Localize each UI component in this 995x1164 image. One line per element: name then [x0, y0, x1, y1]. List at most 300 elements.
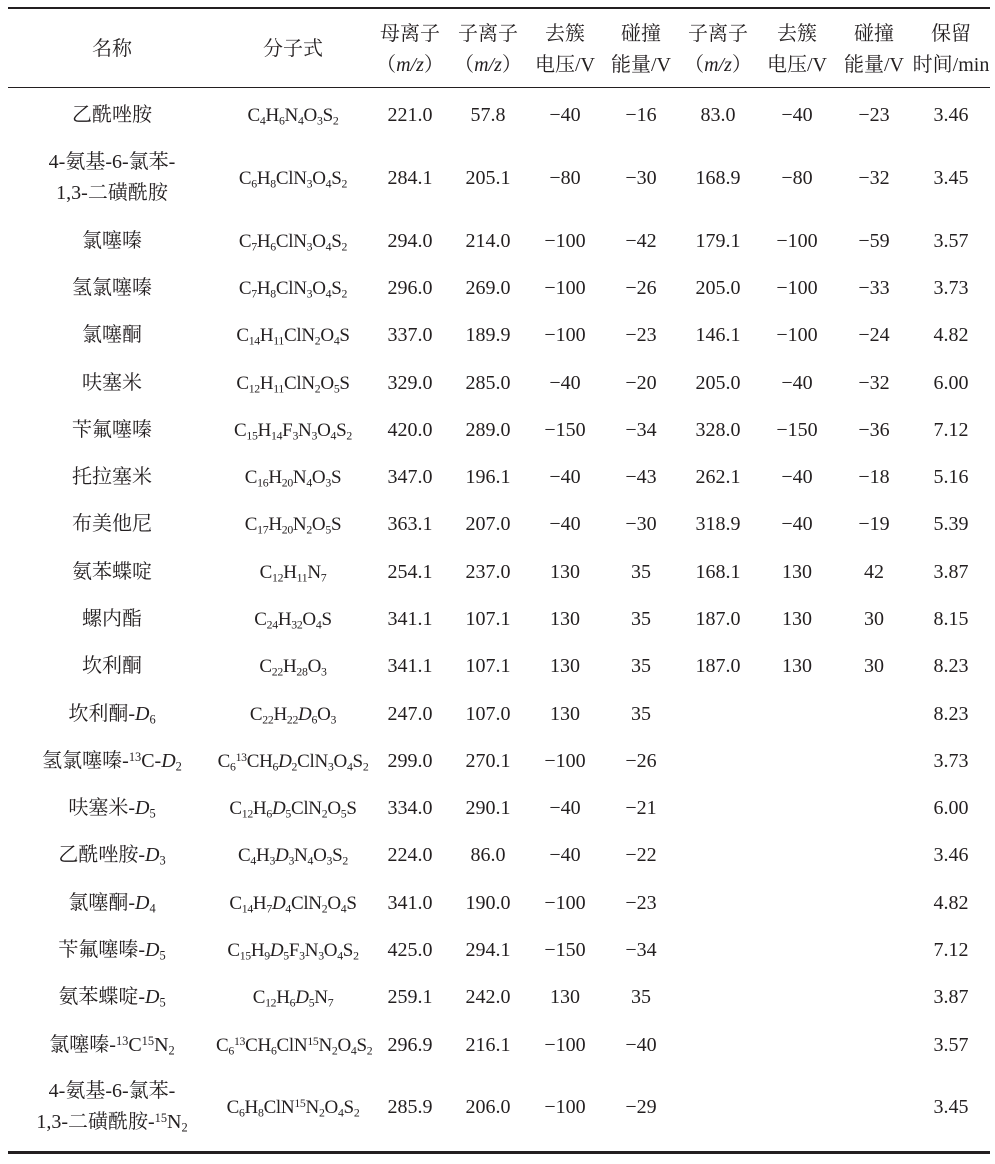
declustering-potential-2-cell	[758, 1069, 836, 1152]
text-segment: H	[268, 467, 282, 489]
text-segment: S	[331, 167, 342, 189]
column-header-formula	[216, 8, 370, 87]
text-segment: S	[339, 325, 350, 347]
name-cell	[8, 832, 216, 879]
subscript: 8	[257, 1106, 264, 1120]
formula-cell	[216, 785, 370, 832]
precursor-ion-cell: 296.0	[387, 276, 433, 299]
subscript: 9	[264, 949, 270, 963]
precursor-ion-cell: 294.0	[387, 229, 433, 252]
text-segment: H	[265, 104, 279, 126]
text-segment: C	[259, 561, 273, 583]
subscript: 7	[327, 996, 334, 1010]
subscript: 3	[318, 949, 324, 963]
name-cell	[8, 359, 216, 406]
precursor-ion-cell: 224.0	[387, 844, 433, 867]
collision-energy-1-cell: −40	[625, 1033, 657, 1056]
text-segment: N	[314, 987, 328, 1009]
retention-time-cell: 6.00	[933, 371, 969, 394]
collision-energy-2-cell	[836, 785, 912, 832]
text-segment: 去簇 电压/V	[767, 22, 827, 76]
name-cell	[8, 1022, 216, 1069]
product-ion-1-cell: 269.0	[465, 276, 511, 299]
subscript: 6	[251, 176, 257, 190]
precursor-ion-cell: 337.0	[387, 324, 433, 347]
subscript: 8	[270, 287, 276, 301]
subscript: 4	[149, 901, 156, 916]
text-segment: 苄氟噻嗪	[72, 418, 152, 441]
subscript: 11	[273, 381, 285, 395]
collision-energy-2-cell	[836, 690, 912, 737]
text-segment: 4-氨基-6-氯苯- 1,3-二磺酰胺-	[36, 1080, 176, 1134]
retention-time-cell: 8.15	[933, 608, 969, 630]
table-row	[8, 549, 990, 596]
formula-cell	[216, 312, 370, 359]
subscript: 12	[248, 381, 260, 395]
text-segment: C	[238, 167, 252, 189]
table-header	[8, 8, 990, 87]
text-segment: ClN	[290, 798, 322, 820]
collision-energy-1-cell: 35	[631, 702, 651, 725]
name-cell	[8, 407, 216, 454]
subscript: 2	[331, 1043, 338, 1057]
text-segment: 子离子 （	[684, 22, 748, 76]
declustering-potential-1-cell: −80	[549, 166, 581, 189]
name-cell	[8, 1069, 216, 1152]
subscript: 2	[175, 759, 182, 774]
product-ion-2-cell: 146.1	[695, 324, 741, 347]
product-ion-1-cell: 214.0	[465, 229, 511, 252]
subscript: 32	[291, 618, 303, 632]
superscript: 13	[115, 1033, 129, 1048]
subscript: 3	[306, 176, 313, 190]
subscript: 6	[270, 1043, 277, 1057]
name-cell	[8, 312, 216, 359]
formula-cell	[216, 927, 370, 974]
precursor-ion-cell: 299.0	[387, 749, 433, 772]
table-row	[8, 880, 990, 927]
italic-symbol: m/z	[704, 53, 732, 76]
text-segment: S	[343, 1096, 354, 1118]
collision-energy-1-cell: −23	[625, 891, 657, 914]
formula-cell	[216, 501, 370, 548]
text-segment: 氢氯噻嗪	[72, 276, 152, 299]
text-segment: 子离子 （	[454, 22, 518, 76]
declustering-potential-2-cell	[758, 832, 836, 879]
text-segment: ）	[731, 53, 752, 76]
name-cell	[8, 217, 216, 264]
text-segment: S	[352, 750, 363, 772]
superscript: 15	[307, 1034, 319, 1048]
retention-time-cell: 3.45	[933, 166, 969, 189]
text-segment: O	[302, 609, 316, 630]
collision-energy-1-cell: 35	[631, 655, 651, 678]
subscript: 3	[327, 760, 334, 774]
text-segment: S	[342, 940, 354, 962]
subscript: 15	[246, 429, 258, 443]
subscript: 7	[251, 287, 257, 301]
text-segment: N	[318, 1034, 332, 1056]
superscript: 15	[141, 1033, 155, 1048]
text-segment: H	[256, 277, 271, 299]
text-segment: 碰撞 能量/V	[611, 22, 671, 76]
text-segment: 坎利酮	[82, 655, 142, 678]
subscript: 4	[307, 854, 314, 868]
subscript: 17	[257, 523, 269, 537]
precursor-ion-cell: 341.1	[387, 655, 433, 678]
subscript: 2	[321, 807, 328, 821]
subscript: 6	[229, 760, 236, 774]
table-row	[8, 690, 990, 737]
text-segment: N	[292, 514, 307, 536]
declustering-potential-2-cell: 130	[782, 655, 812, 678]
retention-time-cell: 3.57	[933, 1033, 969, 1056]
declustering-potential-2-cell	[758, 974, 836, 1021]
table-body	[8, 87, 990, 1152]
subscript: 14	[271, 429, 283, 443]
retention-time-cell: 5.39	[933, 513, 969, 536]
collision-energy-1-cell: −21	[625, 797, 657, 820]
text-segment: ClN	[275, 277, 307, 299]
table-row	[8, 139, 990, 218]
subscript: 3	[311, 429, 318, 443]
subscript: 20	[281, 523, 293, 537]
text-segment: H	[276, 987, 290, 1009]
product-ion-2-cell: 187.0	[695, 655, 741, 678]
formula-cell	[216, 454, 370, 501]
text-segment: H	[252, 892, 267, 914]
text-segment: S	[330, 514, 342, 536]
text-segment: H	[256, 230, 271, 252]
text-segment: C	[254, 609, 267, 630]
retention-time-cell: 7.12	[933, 418, 969, 441]
table-row	[8, 974, 990, 1021]
product-ion-2-cell: 318.9	[695, 513, 741, 536]
collision-energy-2-cell: −33	[858, 276, 890, 299]
text-segment: H	[252, 798, 267, 820]
header-row	[8, 8, 990, 87]
text-segment: O	[324, 1096, 338, 1118]
collision-energy-2-cell: −32	[858, 166, 890, 189]
collision-energy-1-cell: 35	[631, 608, 651, 630]
text-segment: C	[249, 703, 263, 725]
subscript: 6	[289, 996, 296, 1010]
subscript: 3	[292, 429, 299, 443]
declustering-potential-1-cell: −100	[544, 229, 586, 252]
subscript: 4	[259, 114, 266, 128]
subscript: 14	[241, 902, 253, 916]
retention-time-cell: 3.73	[933, 276, 969, 299]
product-ion-2-cell: 205.0	[695, 276, 741, 299]
text-segment: S	[330, 467, 342, 489]
column-header-name	[8, 8, 216, 87]
column-header-product-ion-2	[678, 8, 758, 87]
text-segment: C	[216, 1034, 229, 1056]
subscript: 3	[288, 854, 295, 868]
subscript: 28	[296, 665, 308, 679]
table-row	[8, 785, 990, 832]
product-ion-1-cell: 107.1	[465, 655, 511, 678]
text-segment: S	[331, 277, 342, 299]
collision-energy-2-cell: −32	[858, 371, 890, 394]
text-segment: O	[303, 104, 317, 126]
subscript: 6	[228, 1043, 234, 1057]
declustering-potential-2-cell	[758, 738, 836, 785]
declustering-potential-1-cell: −100	[544, 276, 586, 299]
subscript: 2	[318, 1106, 325, 1120]
column-header-declustering-potential-1	[526, 8, 604, 87]
precursor-ion-cell: 284.1	[387, 166, 433, 189]
subscript: 2	[321, 902, 328, 916]
text-segment: H	[268, 514, 282, 536]
subscript: 2	[353, 949, 359, 963]
collision-energy-2-cell: −23	[858, 103, 890, 126]
precursor-ion-cell: 296.9	[387, 1033, 433, 1056]
subscript: 4	[315, 618, 322, 632]
subscript: 2	[342, 854, 348, 868]
collision-energy-1-cell: −23	[625, 324, 657, 347]
text-segment: N	[307, 561, 321, 583]
text-segment: 布美他尼	[72, 513, 152, 536]
retention-time-cell: 8.23	[933, 655, 969, 678]
precursor-ion-cell: 254.1	[387, 560, 433, 583]
formula-cell	[216, 217, 370, 264]
subscript: 4	[325, 239, 332, 253]
text-segment: O	[337, 1034, 351, 1056]
declustering-potential-1-cell: −40	[549, 797, 581, 820]
declustering-potential-1-cell: −40	[549, 103, 581, 126]
subscript: 6	[238, 1106, 245, 1120]
text-segment: 乙酰唑胺	[72, 103, 152, 126]
text-segment: 呋塞米-	[68, 797, 135, 820]
subscript: 2	[341, 287, 348, 301]
subscript: 2	[362, 760, 369, 774]
text-segment: ClN	[284, 325, 315, 347]
product-ion-2-cell: 168.9	[695, 166, 741, 189]
italic-symbol: D	[278, 750, 292, 772]
text-segment: C	[236, 372, 249, 394]
text-segment: ClN	[276, 1034, 308, 1056]
name-cell	[8, 501, 216, 548]
subscript: 6	[278, 114, 285, 128]
text-segment: H	[256, 845, 270, 867]
text-segment: S	[339, 372, 350, 394]
text-segment: ClN	[275, 230, 307, 252]
name-cell	[8, 927, 216, 974]
collision-energy-2-cell: 30	[864, 608, 884, 630]
superscript: 13	[235, 751, 247, 765]
subscript: 3	[269, 854, 276, 868]
collision-energy-1-cell: −30	[625, 166, 657, 189]
column-header-collision-energy-1	[604, 8, 678, 87]
subscript: 4	[325, 287, 332, 301]
formula-cell	[216, 549, 370, 596]
precursor-ion-cell: 285.9	[387, 1095, 433, 1118]
precursor-ion-cell: 341.1	[387, 608, 433, 630]
subscript: 7	[251, 239, 257, 253]
text-segment: H	[273, 703, 287, 725]
product-ion-2-cell: 187.0	[695, 608, 741, 630]
table-row	[8, 359, 990, 406]
text-segment: N	[298, 419, 312, 441]
formula-cell	[216, 265, 370, 312]
text-segment: H	[283, 561, 297, 583]
table-row	[8, 738, 990, 785]
table-row	[8, 1069, 990, 1152]
subscript: 22	[271, 665, 283, 679]
name-cell	[8, 596, 216, 643]
text-segment: O	[323, 940, 338, 962]
declustering-potential-2-cell	[758, 785, 836, 832]
subscript: 7	[320, 571, 327, 584]
product-ion-1-cell: 294.1	[465, 939, 511, 962]
collision-energy-1-cell: −22	[625, 844, 657, 867]
text-segment: N	[154, 1033, 169, 1056]
table-row	[8, 501, 990, 548]
subscript: 4	[333, 334, 340, 348]
italic-symbol: D	[271, 892, 286, 914]
subscript: 3	[320, 665, 327, 679]
text-segment: C	[244, 514, 258, 536]
text-segment: 母离子 （	[376, 22, 440, 76]
collision-energy-1-cell: −34	[625, 418, 657, 441]
subscript: 5	[159, 948, 166, 963]
subscript: 4	[325, 176, 332, 190]
text-segment: O	[333, 750, 347, 772]
precursor-ion-cell: 363.1	[387, 513, 433, 536]
text-segment: O	[320, 325, 334, 347]
retention-time-cell: 3.87	[933, 986, 969, 1009]
collision-energy-2-cell	[836, 738, 912, 785]
product-ion-2-cell	[678, 1022, 758, 1069]
text-segment: C	[259, 656, 272, 678]
product-ion-1-cell: 242.0	[465, 986, 511, 1009]
subscript: 2	[291, 760, 298, 774]
text-segment: 碰撞 能量/V	[844, 22, 904, 76]
column-header-product-ion-1	[450, 8, 526, 87]
declustering-potential-2-cell: 130	[782, 560, 812, 583]
collision-energy-1-cell: −34	[625, 939, 657, 962]
text-segment: 名称	[92, 38, 132, 61]
product-ion-1-cell: 196.1	[465, 466, 511, 489]
collision-energy-2-cell: −59	[858, 229, 890, 252]
text-segment: C	[226, 1096, 239, 1118]
name-cell	[8, 785, 216, 832]
product-ion-1-cell: 216.1	[465, 1033, 511, 1056]
text-segment: 氢氯噻嗪-	[42, 749, 129, 772]
subscript: 22	[286, 712, 299, 726]
text-segment: O	[327, 798, 341, 820]
table-row	[8, 217, 990, 264]
text-segment: 苄氟噻嗪-	[58, 939, 145, 962]
product-ion-2-cell: 205.0	[695, 371, 741, 394]
name-cell	[8, 974, 216, 1021]
text-segment: 保留 时间/min	[912, 22, 990, 76]
product-ion-2-cell	[678, 690, 758, 737]
italic-symbol: D	[145, 986, 160, 1009]
text-segment: O	[312, 277, 326, 299]
text-segment: O	[317, 419, 331, 441]
precursor-ion-cell: 329.0	[387, 371, 433, 394]
subscript: 8	[270, 176, 276, 190]
formula-cell	[216, 880, 370, 927]
retention-time-cell: 4.82	[933, 324, 969, 347]
collision-energy-2-cell: −18	[858, 466, 890, 489]
subscript: 5	[285, 807, 291, 821]
product-ion-2-cell	[678, 785, 758, 832]
declustering-potential-1-cell: 130	[550, 655, 580, 678]
text-segment: ）	[423, 53, 444, 76]
product-ion-2-cell: 179.1	[695, 229, 741, 252]
subscript: 3	[306, 287, 313, 301]
product-ion-1-cell: 190.0	[465, 891, 511, 914]
subscript: 5	[325, 523, 331, 537]
subscript: 2	[353, 1106, 360, 1120]
text-segment: ClN	[263, 1096, 295, 1118]
text-segment: O	[327, 892, 341, 914]
retention-time-cell: 6.00	[933, 797, 969, 820]
formula-cell	[216, 974, 370, 1021]
declustering-potential-1-cell: −40	[549, 466, 581, 489]
text-segment: S	[331, 230, 342, 252]
declustering-potential-1-cell: 130	[550, 702, 580, 725]
collision-energy-1-cell: −42	[625, 229, 657, 252]
formula-cell	[216, 832, 370, 879]
column-header-retention-time	[912, 8, 990, 87]
text-segment: C	[238, 230, 252, 252]
collision-energy-1-cell: −26	[625, 749, 657, 772]
text-segment: N	[292, 467, 307, 489]
text-segment: 托拉塞米	[72, 466, 152, 489]
subscript: 4	[340, 902, 347, 916]
declustering-potential-2-cell	[758, 927, 836, 974]
product-ion-2-cell: 262.1	[695, 466, 741, 489]
formula-cell	[216, 690, 370, 737]
precursor-ion-cell: 247.0	[387, 702, 433, 725]
declustering-potential-1-cell: −100	[544, 1095, 586, 1118]
text-segment: C	[234, 419, 247, 441]
formula-cell	[216, 359, 370, 406]
text-segment: S	[322, 104, 333, 126]
retention-time-cell: 3.45	[933, 1095, 969, 1118]
subscript: 2	[314, 334, 321, 348]
text-segment: H	[282, 656, 297, 678]
text-segment: ClN	[297, 750, 328, 772]
subscript: 2	[346, 429, 352, 443]
text-segment: H	[277, 609, 292, 630]
name-cell	[8, 880, 216, 927]
product-ion-2-cell	[678, 927, 758, 974]
subscript: 14	[248, 334, 260, 348]
subscript: 4	[350, 1043, 357, 1057]
subscript: 5	[149, 806, 156, 821]
precursor-ion-cell: 425.0	[387, 939, 433, 962]
product-ion-1-cell: 206.0	[465, 1095, 511, 1118]
subscript: 5	[283, 949, 289, 963]
text-segment: 氯噻嗪	[82, 229, 142, 252]
subscript: 3	[159, 853, 166, 868]
subscript: 16	[257, 476, 269, 490]
precursor-ion-cell: 221.0	[387, 103, 433, 126]
text-segment: O	[311, 514, 326, 536]
name-cell	[8, 643, 216, 690]
column-header-precursor-ion	[370, 8, 450, 87]
text-segment: O	[311, 467, 326, 489]
text-segment: N	[284, 104, 298, 126]
collision-energy-1-cell: 35	[631, 560, 651, 583]
text-segment: 去簇 电压/V	[535, 22, 595, 76]
declustering-potential-2-cell: −100	[776, 229, 818, 252]
